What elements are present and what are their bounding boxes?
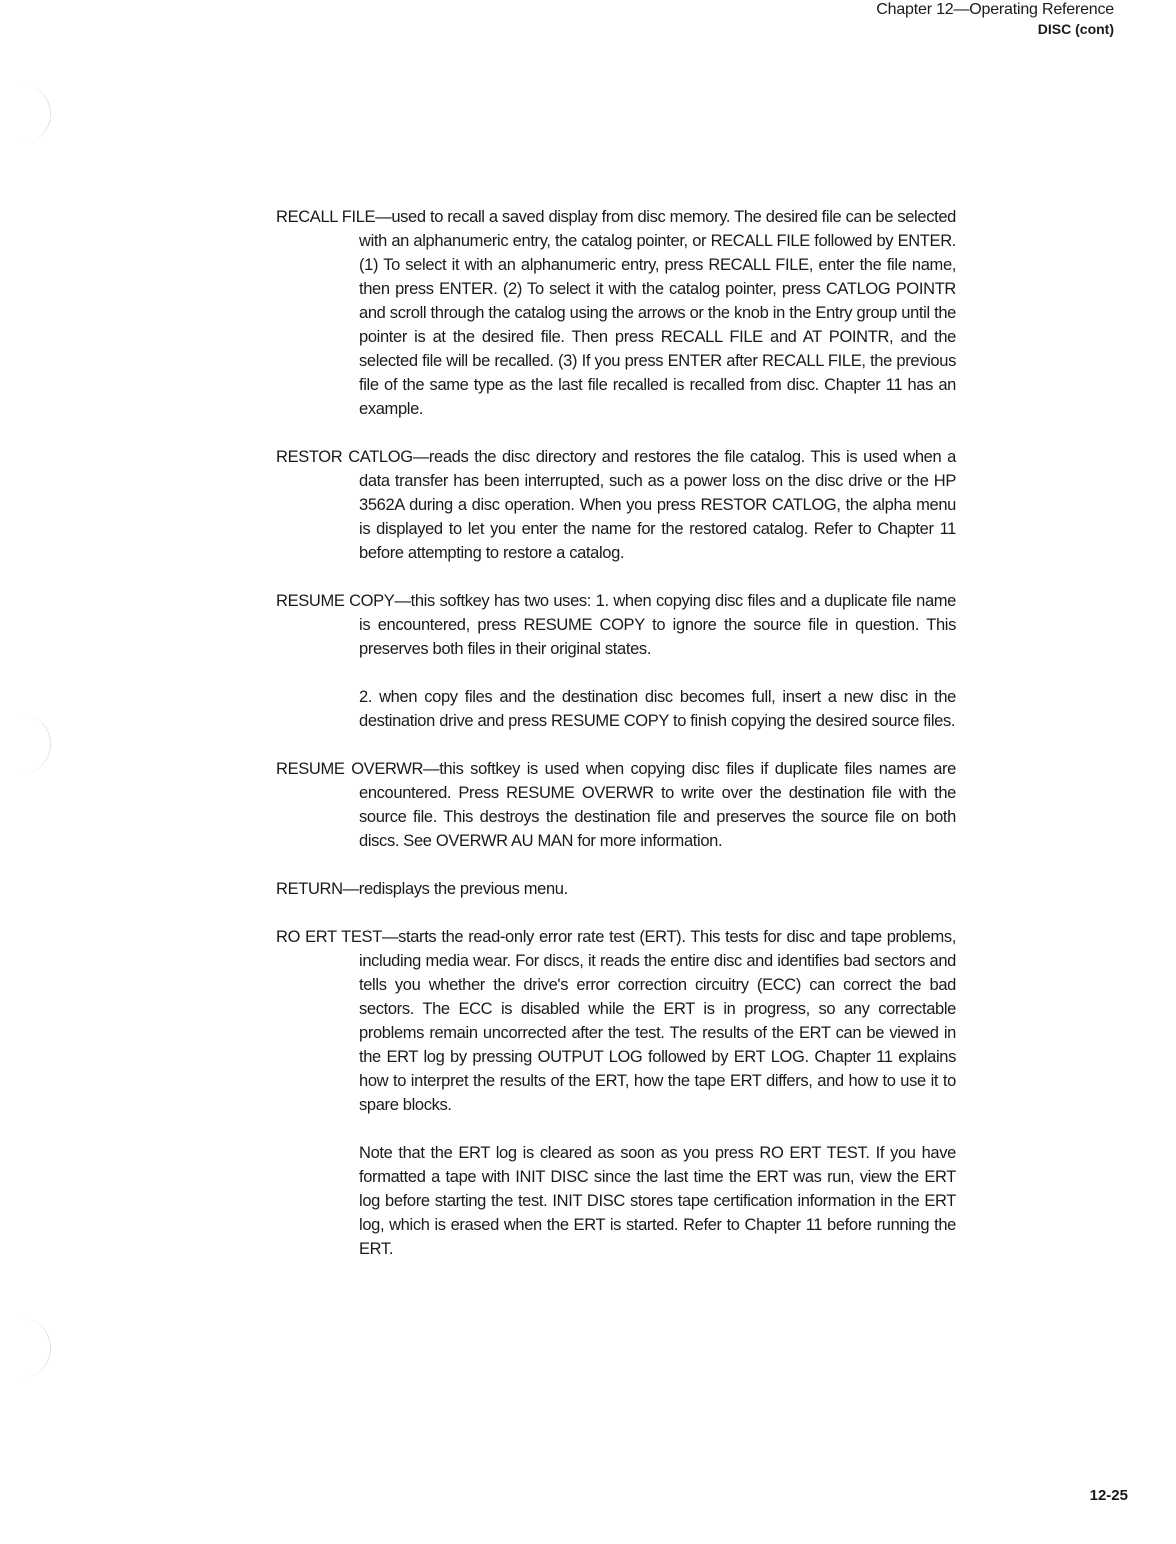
binder-hole-mark [2,714,51,774]
entry-return: RETURN—redisplays the previous menu. [276,880,568,898]
entry-resume-overwr: RESUME OVERWR—this softkey is used when copying disc files if duplicate files names are encountered. Press RESUME OVERWR to write over the destination file with the source file. This destroys the destination file and preserves the source file on both discs. See OVERWR AU MAN for more information. [276,760,956,850]
entry-resume-copy-continuation: 2. when copy files and the destination disc becomes full, insert a new disc in the destination drive and press RESUME COPY to finish copying the desired source files. [359,688,956,730]
entry-resume-copy: RESUME COPY—this softkey has two uses: 1. when copying disc files and a duplicate file name is encountered, press RESUME COPY to ignore the source file in question. This preserves both files in their original states. [276,592,956,658]
entry-recall-file: RECALL FILE—used to recall a saved display from disc memory. The desired file can be selected with an alphanumeric entry, the catalog pointer, or RECALL FILE followed by ENTER. (1) To select it with an alphanumeric entry, press RECALL FILE, enter the file name, then press ENTER. (2) To select it with the catalog pointer, press CATLOG POINTR and scroll through the catalog using the arrows or the knob in the Entry group until the pointer is at the desired file. Then press RECALL FILE and AT POINTR, and the selected file will be recalled. (3) If you press ENTER after RECALL FILE, the previous file of the same type as the last file recalled is recalled from disc. Chapter 11 has an example. [276,208,956,418]
entry-ro-ert-test-continuation: Note that the ERT log is cleared as soon as you press RO ERT TEST. If you have formatted a tape with INIT DISC since the last time the ERT was run, view the ERT log before starting the test. INIT DISC stores tape certification information in the ERT log, which is erased when the ERT is started. Refer to Chapter 11 before running the ERT. [359,1144,956,1258]
binder-hole-mark [2,1318,51,1378]
section-heading: DISC (cont) [1037,21,1114,37]
entry-restor-catlog: RESTOR CATLOG—reads the disc directory and restores the file catalog. This is used when a data transfer has been interrupted, such as a power loss on the disc drive or the HP 3562A during a disc operation. When you press RESTOR CATLOG, the alpha menu is displayed to let you enter the name for the restored catalog. Refer to Chapter 11 before attempting to restore a catalog. [276,448,956,562]
chapter-heading: Chapter 12—Operating Reference [876,1,1114,18]
entry-ro-ert-test: RO ERT TEST—starts the read-only error rate test (ERT). This tests for disc and tape problems, including media wear. For discs, it reads the entire disc and identifies bad sectors and tells you whether the drive's error correction circuitry (ECC) can correct the bad sectors. The ECC is disabled while the ERT is in progress, so any correctable problems remain uncorrected after the test. The results of the ERT can be viewed in the ERT log by pressing OUTPUT LOG followed by ERT LOG. Chapter 11 explains how to interpret the results of the ERT, how the tape ERT differs, and how to use it to spare blocks. [276,928,956,1114]
binder-hole-mark [2,84,51,144]
document-body [276,205,956,1261]
page-number: 12-25 [1089,1487,1128,1504]
